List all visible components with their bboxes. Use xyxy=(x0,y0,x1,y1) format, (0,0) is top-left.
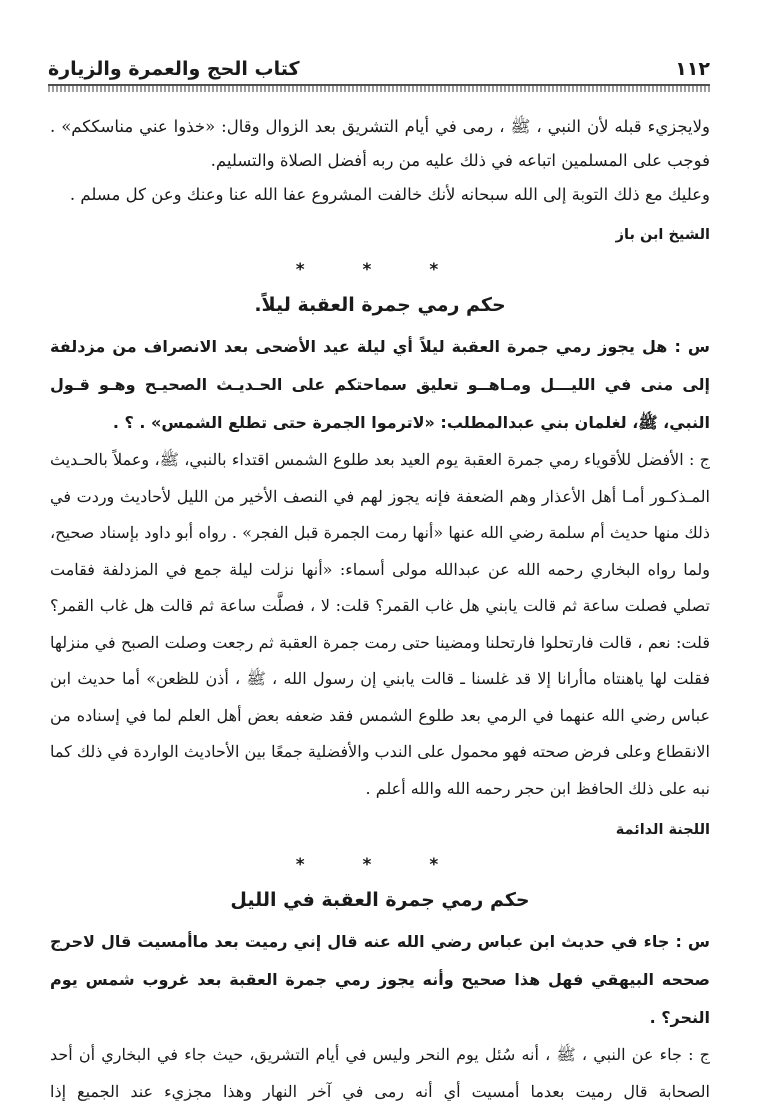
answer-text: ج : جاء عن النبي ، ﷺ ، أنه سُئل يوم النحر وليس في أيام التشريق، حيث جاء في البخاري أن أحد الصحابة قال رميت بعدما أمسيت أي أنه رمى في آخر النهار وهذا مجزيء عند الجميع إذا xyxy=(50,1045,711,1101)
signature-ibn-baz: الشيخ ابن باز xyxy=(615,227,710,243)
paragraph: ولايجزيء قبله لأن النبي ، ﷺ ، رمى في أيام التشريق بعد الزوال وقال: «خذوا عني مناسككم» . فوجب على المسلمين اتباعه في ذلك عليه من ربه أفضل الصلاة والتسليم. xyxy=(50,117,710,170)
signature-permanent-committee: اللجنة الدائمة xyxy=(615,822,710,838)
section-title: حكم رمي جمرة العقبة ليلاً. xyxy=(254,294,506,316)
paragraph: وعليك مع ذلك التوبة إلى الله سبحانه لأنك خالفت المشروع عفا الله عنا وعنك وعن كل مسلم . xyxy=(69,185,710,204)
question-text: س : جاء في حديث ابن عباس رضي الله عنه قال إني رميت بعد ماأمسيت قال لاحرج صححه البيهقي فهل هذا صحيح وأنه يجوز رمي جمرة العقبة بعد غروب شمس يوم النحر؟ . xyxy=(50,932,710,1027)
page-number: ١١٢ xyxy=(675,58,710,80)
section-separator: * * * xyxy=(295,260,465,280)
section-separator: * * * xyxy=(295,855,465,875)
page-body xyxy=(50,110,710,1110)
header-divider xyxy=(48,84,710,92)
book-title: كتاب الحج والعمرة والزيارة xyxy=(48,58,300,80)
answer-text: ج : الأفضل للأقوياء رمي جمرة العقبة يوم العيد بعد طلوع الشمس اقتداء بالنبي، ﷺ، وعملاً بالحـديث المـذكـور أمـا أهل الأعذار وهم الضعفة فإنه يجوز لهم في النصف الأخير من الليل لأحاديث وردت في ذلك منها حديث أم سلمة رضي الله عنها «أنها رمت الجمرة قبل الفجر» . رواه أبو داود بإسناد صحيح، ولما رواه البخاري رحمه الله عن عبدالله مولى أسماء: «أنها نزلت ليلة جمع في المزدلفة فقامت تصلي فصلت ساعة ثم قالت يابني هل غاب القمر؟ قلت: لا ، فصلَّت ساعة ثم قالت هل غاب القمر؟ قلت: نعم ، قالت فارتحلوا فارتحلنا ومضينا حتى رمت جمرة العقبة ثم رجعت وصلت الصبح في منزلها فقلت لها ياهنتاه ماأرانا إلا قد غلسنا ـ قالت يابني إن رسول الله ، ﷺ ، أذن للظعن» أما حديث ابن عباس رضي الله عنهما في الرمي بعد طلوع الشمس فقد ضعفه بعض أهل العلم لما في إسناده من الانقطاع وعلى فرض صحته فهو محمول على الندب والأفضلية جمعًا بين الأحاديث الواردة في ذلك كما نبه على ذلك الحافظ ابن حجر رحمه الله والله أعلم . xyxy=(50,450,710,798)
question-text: س : هل يجوز رمي جمرة العقبة ليلاً أي ليلة عيد الأضحى بعد الانصراف من مزدلفة إلى منى في الليـــل ومـاهــو تعليق سماحتكم على الحـديـث الصحيـح وهـو قـول النبي، ﷺ، لغلمان بني عبدالمطلب: «لاترموا الجمرة حتى تطلع الشمس» . ؟ . xyxy=(50,337,710,432)
section-title: حكم رمي جمرة العقبة في الليل xyxy=(230,889,530,911)
page-header xyxy=(48,44,710,80)
